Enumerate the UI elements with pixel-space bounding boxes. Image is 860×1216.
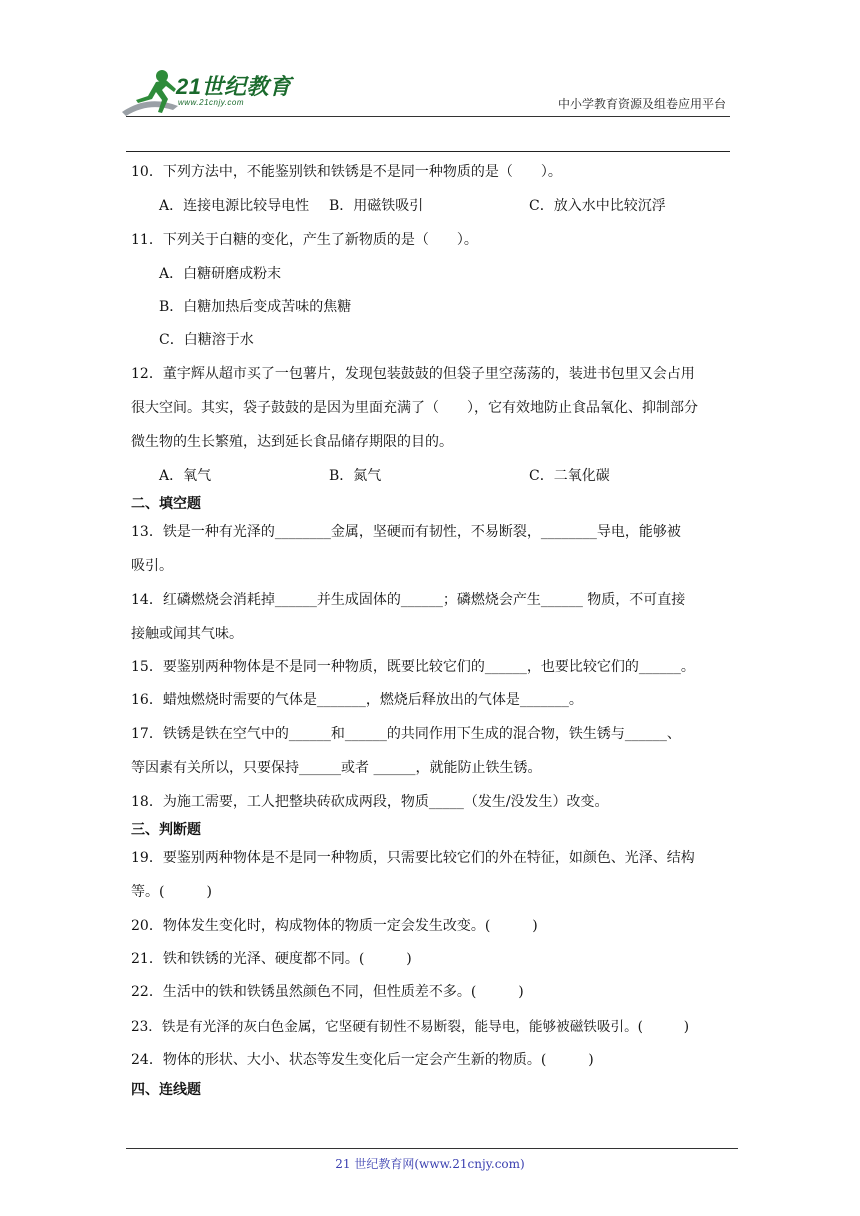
- question-12-option-a: A．氧气: [159, 468, 212, 484]
- question-12-option-b: B．氮气: [329, 468, 382, 484]
- question-19-line-1: 19．要鉴别两种物体是不是同一种物质，只需要比较它们的外在特征，如颜色、光泽、结构: [131, 850, 695, 866]
- footer-text: 21 世纪教育网(www.21cnjy.com): [335, 1157, 525, 1171]
- page-header: [0, 0, 860, 155]
- question-17-line-2: 等因素有关所以，只要保持______或者 ______，就能防止铁生锈。: [131, 760, 542, 776]
- question-13-line-2: 吸引。: [131, 558, 173, 574]
- header-divider: [126, 151, 730, 152]
- question-23: 23．铁是有光泽的灰白色金属，它坚硬有韧性不易断裂，能导电，能够被磁铁吸引。( ): [131, 1019, 690, 1035]
- question-16: 16．蜡烛燃烧时需要的气体是_______，燃烧后释放出的气体是_______。: [131, 692, 583, 708]
- question-21: 21．铁和铁锈的光泽、硬度都不同。( ): [131, 951, 412, 967]
- question-20: 20．物体发生变化时，构成物体的物质一定会发生改变。( ): [131, 918, 538, 934]
- question-12-line-1: 12．董宇辉从超市买了一包薯片，发现包装鼓鼓的但袋子里空荡荡的，装进书包里又会占用: [131, 366, 695, 382]
- question-13-line-1: 13．铁是一种有光泽的________金属，坚硬而有韧性，不易断裂，________导电，能够被: [131, 524, 681, 540]
- platform-label: 中小学教育资源及组卷应用平台: [557, 97, 726, 111]
- question-12-option-c: C．二氧化碳: [529, 468, 610, 484]
- question-12-line-2: 很大空间。其实，袋子鼓鼓的是因为里面充满了（ ），它有效地防止食品氧化、抑制部分: [131, 400, 698, 416]
- question-18: 18．为施工需要，工人把整块砖砍成两段，物质_____（发生/没发生）改变。: [131, 794, 609, 810]
- section-fill-in: 二、填空题: [131, 496, 201, 512]
- section-true-false: 三、判断题: [131, 822, 201, 838]
- question-24: 24．物体的形状、大小、状态等发生变化后一定会产生新的物质。( ): [131, 1052, 594, 1068]
- question-14-line-2: 接触或闻其气味。: [131, 626, 243, 642]
- question-11-option-b: B．白糖加热后变成苦味的焦糖: [159, 299, 352, 315]
- question-15: 15．要鉴别两种物体是不是同一种物质，既要比较它们的______，也要比较它们的______。: [131, 659, 695, 675]
- question-19-line-2: 等。( ): [131, 884, 212, 900]
- logo-text: 21世纪教育: [176, 74, 292, 99]
- question-11-option-a: A．白糖研磨成粉末: [159, 266, 282, 282]
- question-10-option-a: A．连接电源比较导电性: [159, 198, 310, 214]
- logo-url: www.21cnjy.com: [178, 98, 244, 107]
- section-matching: 四、连线题: [131, 1082, 201, 1098]
- question-11-option-c: C．白糖溶于水: [159, 332, 254, 348]
- question-10: 10．下列方法中，不能鉴别铁和铁锈是不是同一种物质的是（ ）。: [131, 164, 562, 180]
- question-10-option-c: C．放入水中比较沉浮: [529, 198, 666, 214]
- question-10-option-b: B．用磁铁吸引: [329, 198, 424, 214]
- question-14-line-1: 14．红磷燃烧会消耗掉______并生成固体的______；磷燃烧会产生______ 物质，不可直接: [131, 592, 686, 608]
- header-divider-thin: [126, 116, 730, 117]
- question-12-line-3: 微生物的生长繁殖，达到延长食品储存期限的目的。: [131, 434, 453, 450]
- question-17-line-1: 17．铁锈是铁在空气中的______和______的共同作用下生成的混合物，铁生锈与______、: [131, 726, 681, 742]
- question-11: 11．下列关于白糖的变化，产生了新物质的是（ ）。: [131, 232, 478, 248]
- footer-divider: [126, 1148, 738, 1149]
- question-22: 22．生活中的铁和铁锈虽然颜色不同，但性质差不多。( ): [131, 984, 524, 1000]
